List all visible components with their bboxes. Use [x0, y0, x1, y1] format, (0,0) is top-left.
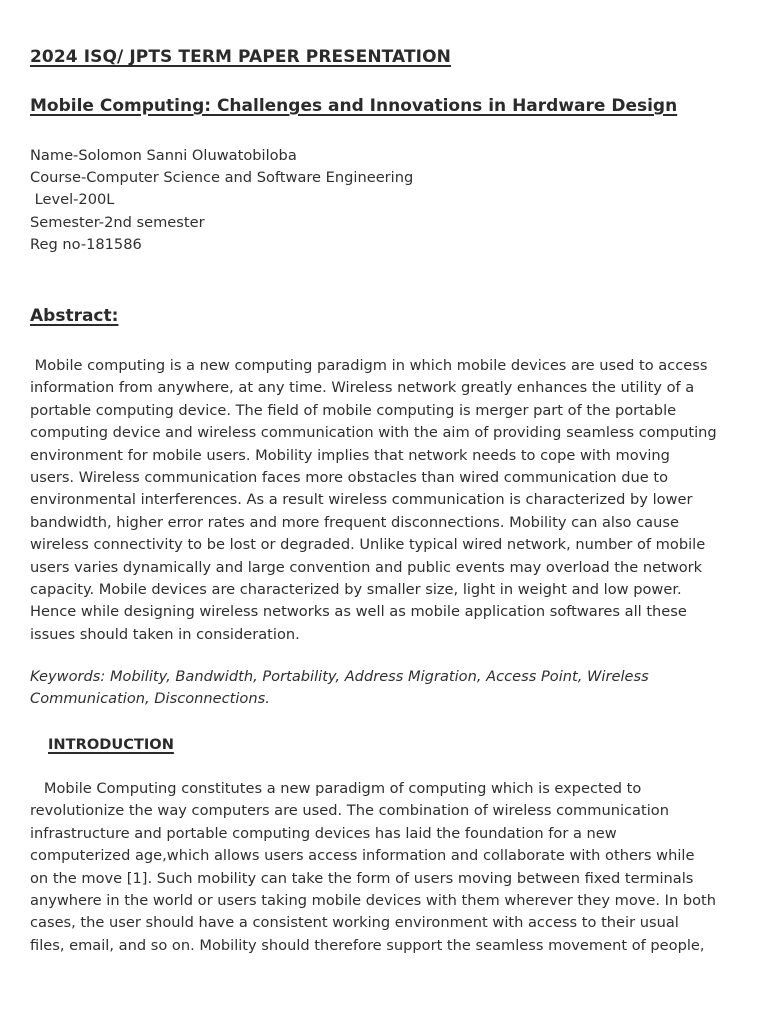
abstract-line: environmental interferences. As a result wireless communication is characterized by lower [30, 491, 693, 509]
author-semester: Semester-2nd semester [30, 213, 205, 231]
introduction-line: cases, the user should have a consistent working environment with access to their usual [30, 914, 679, 932]
keywords-line: Keywords: Mobility, Bandwidth, Portability, Address Migration, Access Point, Wireless [30, 668, 649, 685]
abstract-line: bandwidth, higher error rates and more frequent disconnections. Mobility can also cause [30, 513, 679, 531]
keywords-paragraph [30, 666, 742, 711]
abstract-line: information from anywhere, at any time. Wireless network greatly enhances the utility of a [30, 379, 695, 397]
abstract-line: computing device and wireless communication with the aim of providing seamless computing [30, 424, 717, 442]
document-title: 2024 ISQ/ JPTS TERM PAPER PRESENTATION [30, 47, 451, 67]
abstract-line: capacity. Mobile devices are characterized by smaller size, light in weight and low power. [30, 581, 682, 599]
abstract-heading: Abstract: [30, 306, 119, 326]
paper-title: Mobile Computing: Challenges and Innovations in Hardware Design [30, 96, 678, 116]
abstract-line: portable computing device. The field of mobile computing is merger part of the portable [30, 401, 677, 419]
author-name: Name-Solomon Sanni Oluwatobiloba [30, 147, 297, 164]
introduction-line: on the move [1]. Such mobility can take the form of users moving between fixed terminals [30, 869, 694, 887]
author-info [30, 145, 413, 256]
abstract-line: Hence while designing wireless networks as well as mobile application softwares all these [30, 603, 687, 621]
abstract-paragraph [30, 355, 742, 646]
abstract-line: users varies dynamically and large convention and public events may overload the network [30, 558, 703, 576]
author-reg-no: Reg no-181586 [30, 235, 142, 253]
introduction-line: infrastructure and portable computing devices has laid the foundation for a new [30, 824, 617, 842]
abstract-line: wireless connectivity to be lost or degraded. Unlike typical wired network, number of mobile [30, 536, 706, 554]
introduction-paragraph [30, 778, 742, 957]
abstract-line: environment for mobile users. Mobility implies that network needs to cope with moving [30, 446, 670, 464]
introduction-heading: INTRODUCTION [48, 736, 174, 753]
author-level: Level-200L [30, 191, 115, 209]
introduction-line: anywhere in the world or users taking mobile devices with them wherever they move. In both [30, 892, 717, 910]
keywords-line: Communication, Disconnections. [30, 690, 270, 708]
introduction-line: files, email, and so on. Mobility should therefore support the seamless movement of people, [30, 936, 705, 954]
introduction-line: revolutionize the way computers are used. The combination of wireless communication [30, 802, 669, 820]
abstract-line: Mobile computing is a new computing paradigm in which mobile devices are used to access [30, 357, 708, 374]
abstract-line: issues should taken in consideration. [30, 625, 300, 643]
introduction-line: computerized age,which allows users access information and collaborate with others while [30, 847, 695, 865]
introduction-line: Mobile Computing constitutes a new paradigm of computing which is expected to [30, 780, 642, 797]
author-course: Course-Computer Science and Software Engineering [30, 169, 414, 187]
abstract-line: users. Wireless communication faces more obstacles than wired communication due to [30, 469, 669, 487]
